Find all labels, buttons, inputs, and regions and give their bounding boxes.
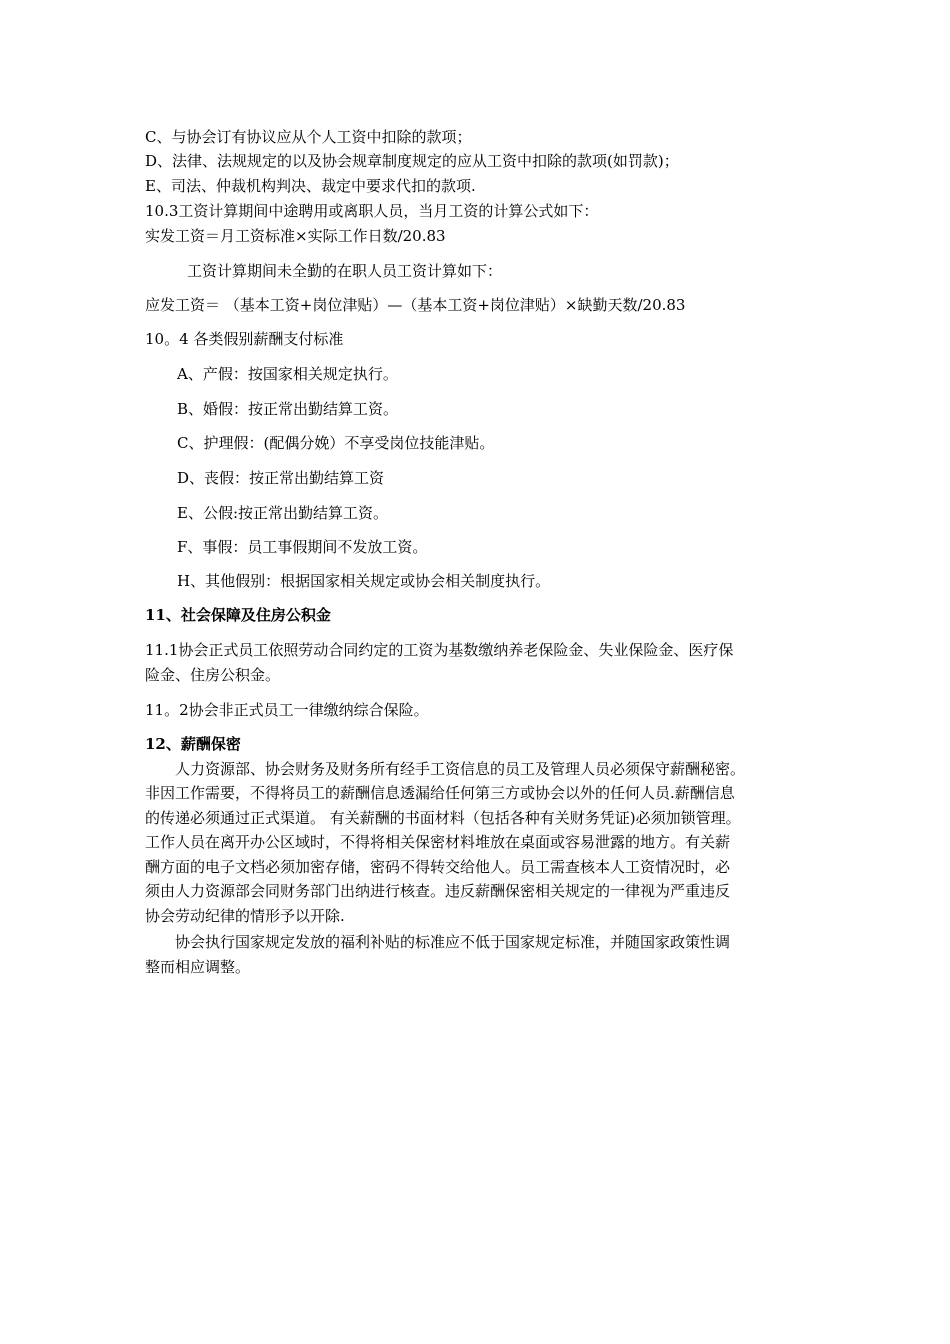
leave-item: E、公假:按正常出勤结算工资。 [177, 504, 389, 522]
deduction-item-c: C、与协会订有协议应从个人工资中扣除的款项； [145, 128, 472, 146]
confidentiality-line: 非因工作需要，不得将员工的薪酬信息透漏给任何第三方或协会以外的任何人员.薪酬信息 [145, 784, 735, 802]
formula-actual-pay: 实发工资＝月工资标准×实际工作日数/20.83 [145, 227, 446, 245]
leave-item: H、其他假别：根据国家相关规定或协会相关制度执行。 [177, 572, 551, 590]
leave-item: B、婚假：按正常出勤结算工资。 [177, 400, 399, 418]
welfare-line: 整而相应调整。 [145, 958, 251, 976]
section-11-2: 11。2协会非正式员工一律缴纳综合保险。 [145, 701, 429, 719]
confidentiality-line: 协会劳动纪律的情形予以开除. [145, 907, 345, 925]
confidentiality-line: 人力资源部、协会财务及财务所有经手工资信息的员工及管理人员必须保守薪酬秘密。 [175, 760, 746, 778]
leave-item: C、护理假：(配偶分娩）不享受岗位技能津贴。 [177, 434, 495, 452]
section-11-1-line1: 11.1协会正式员工依照劳动合同约定的工资为基数缴纳养老保险金、失业保险金、医疗保 [145, 641, 734, 659]
confidentiality-line: 酬方面的电子文档必须加密存储，密码不得转交给他人。员工需查核本人工资情况时，必 [145, 858, 731, 876]
deduction-item-d: D、法律、法规规定的以及协会规章制度规定的应从工资中扣除的款项(如罚款)； [145, 152, 679, 170]
section-11-heading: 11、社会保障及住房公积金 [145, 606, 331, 624]
section-10-4: 10。4 各类假别薪酬支付标准 [145, 330, 344, 348]
confidentiality-line: 的传递必须通过正式渠道。 有关薪酬的书面材料（包括各种有关财务凭证)必须加锁管理。 [145, 809, 741, 827]
section-10-3: 10.3工资计算期间中途聘用或离职人员，当月工资的计算公式如下： [145, 202, 599, 220]
absence-intro: 工资计算期间未全勤的在职人员工资计算如下： [187, 262, 503, 280]
deduction-item-e: E、司法、仲裁机构判决、裁定中要求代扣的款项. [145, 177, 476, 195]
welfare-line: 协会执行国家规定发放的福利补贴的标准应不低于国家规定标准，并随国家政策性调 [175, 933, 731, 951]
leave-item: F、事假：员工事假期间不发放工资。 [177, 538, 428, 556]
leave-item: A、产假：按国家相关规定执行。 [177, 365, 398, 383]
confidentiality-line: 工作人员在离开办公区域时，不得将相关保密材料堆放在桌面或容易泄露的地方。有关薪 [145, 833, 731, 851]
formula-payable: 应发工资＝ （基本工资+岗位津贴）—（基本工资+岗位津贴）×缺勤天数/20.83 [145, 296, 686, 314]
section-11-1-line2: 险金、住房公积金。 [145, 666, 281, 684]
leave-item: D、丧假：按正常出勤结算工资 [177, 469, 385, 487]
section-12-heading: 12、薪酬保密 [145, 735, 241, 753]
confidentiality-line: 须由人力资源部会同财务部门出纳进行核查。违反薪酬保密相关规定的一律视为严重违反 [145, 882, 731, 900]
